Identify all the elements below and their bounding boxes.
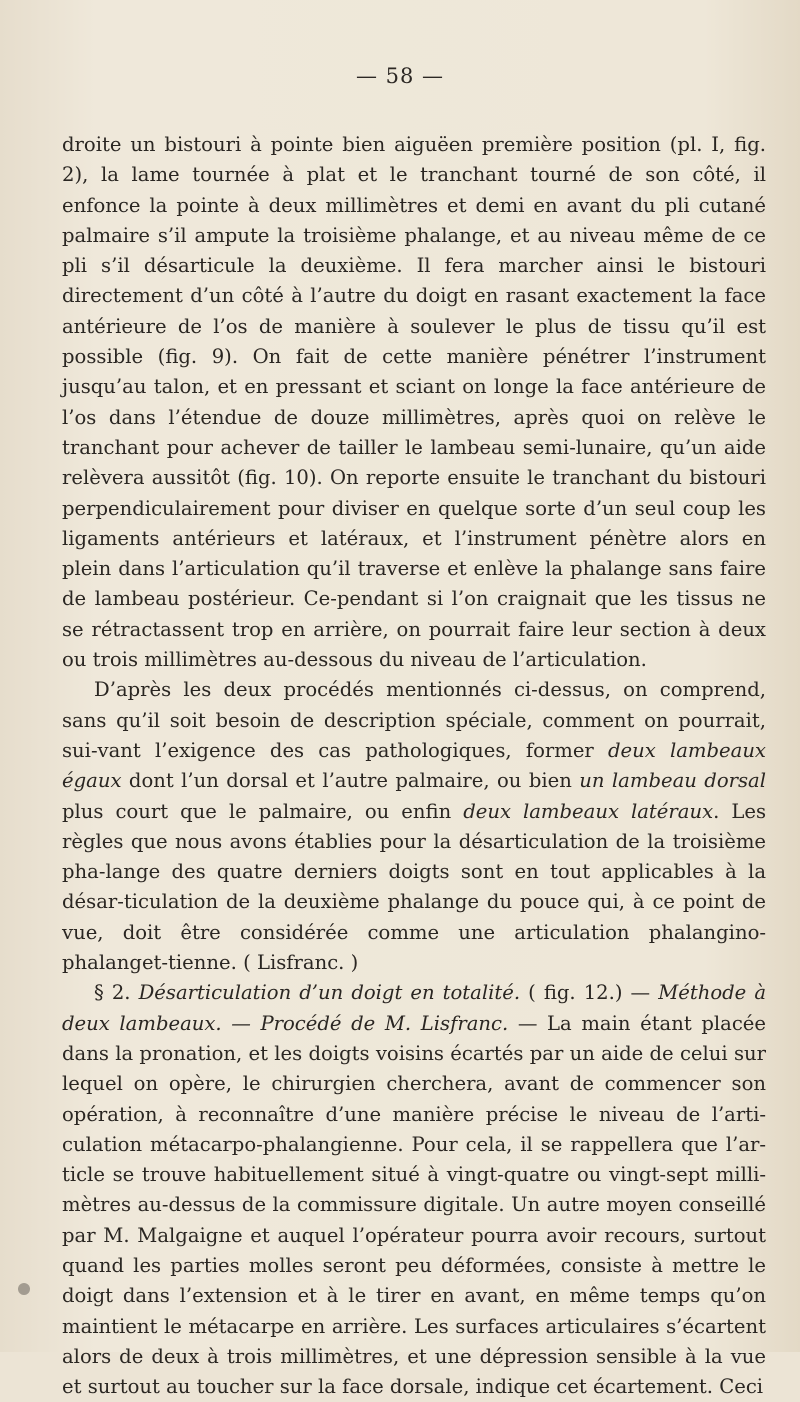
paragraph-2-text-2: dont l’un dorsal et l’autre palmaire, ou bien (121, 769, 580, 793)
ink-spot (18, 1283, 30, 1295)
method-heading: Méthode à deux lambeaux. — Procédé de M. Lisfranc. (62, 981, 766, 1035)
paragraph-2-emphasis-3: deux lambeaux latéraux (463, 799, 714, 823)
section-heading: Désarticulation d’un doigt en totalité. (138, 981, 521, 1005)
page-number: — 58 — (355, 64, 445, 88)
paragraph-2-text-3: plus court que le palmaire, ou enfin (62, 799, 464, 823)
body-text (62, 130, 766, 1402)
paragraph-3-text: — La main étant placée dans la pronation, et les doigts voisins écartés par un aide de celui sur lequel on opère, le chirurgien cherchera, avant de commencer son opération, à reconnaître d’une manière précise le niveau de l’arti-culation métacarpo-phalangienne. Pour cela, il se rappellera que l’ar-ticle se trouve habituellement situé à vingt-quatre ou vingt-sept milli-mètres au-dessus de la commissure digitale. Un autre moyen conseillé par M. Malgaigne et auquel l’opérateur pourra avoir recours, surtout quand les parties molles seront peu déformées, consiste à mettre le doigt dans l’extension et à le tirer en avant, en même temps qu’on maintient le métacarpe en arrière. Les surfaces articulaires s’écartent alors de deux à trois millimètres, et une dépression sensible à la vue et surtout au toucher sur la face dorsale, indique cet écartement. Ceci (62, 1011, 766, 1399)
paragraph-2-text-1: D’après les deux procédés mentionnés ci-dessus, on comprend, sans qu’il soit besoin de description spéciale, comment on pourrait, sui-vant l’exigence des cas pathologiques, former (62, 678, 766, 762)
paragraph-1 (62, 130, 766, 675)
section-marker: § 2. (94, 981, 139, 1005)
paragraph-2 (62, 675, 766, 978)
paragraph-2-emphasis-1: deux lambeaux égaux (62, 738, 766, 793)
paragraph-1-text: droite un bistouri à pointe bien aiguëen première position (pl. I, fig. 2), la lame tournée à plat et le tranchant tourné de son côté, il enfonce la pointe à deux millimètres et demi en avant du pli cutané palmaire s’il ampute la troisième phalange, et au niveau même de ce pli s’il désarticule la deuxième. Il fera marcher ainsi le bistouri directement d’un côté à l’autre du doigt en rasant exactement la face antérieure de l’os de manière à soulever le plus de tissu qu’il est possible (fig. 9). On fait de cette manière pénétrer l’instrument jusqu’au talon, et en pressant et sciant on longe la face antérieure de l’os dans l’étendue de douze millimètres, après quoi on relève le tranchant pour achever de tailler le lambeau semi-lunaire, qu’un aide relèvera aussitôt (fig. 10). On reporte ensuite le tranchant du bistouri perpendiculairement pour diviser en quelque sorte d’un seul coup les ligaments antérieurs et latéraux, et l’instrument pénètre alors en plein dans l’articulation qu’il traverse et enlève la phalange sans faire de lambeau postérieur. Ce-pendant si l’on craignait que les tissus ne se rétractassent trop en arrière, on pourrait faire leur section à deux ou trois millimètres au-dessous du niveau de l’articulation. (62, 133, 766, 672)
paragraph-2-text-4: . Les règles que nous avons établies pour la désarticulation de la troisième pha-lange des quatre derniers doigts sont en tout applicables à la désar-ticulation de la deuxième phalange du pouce qui, à ce point de vue, doit être considérée comme une articulation phalangino-phalanget-tienne. ( Lisfranc. ) (62, 799, 767, 975)
paragraph-2-emphasis-2: un lambeau dorsal (579, 769, 767, 793)
paragraph-3 (62, 978, 766, 1402)
figure-reference: ( fig. 12.) — (520, 981, 659, 1005)
